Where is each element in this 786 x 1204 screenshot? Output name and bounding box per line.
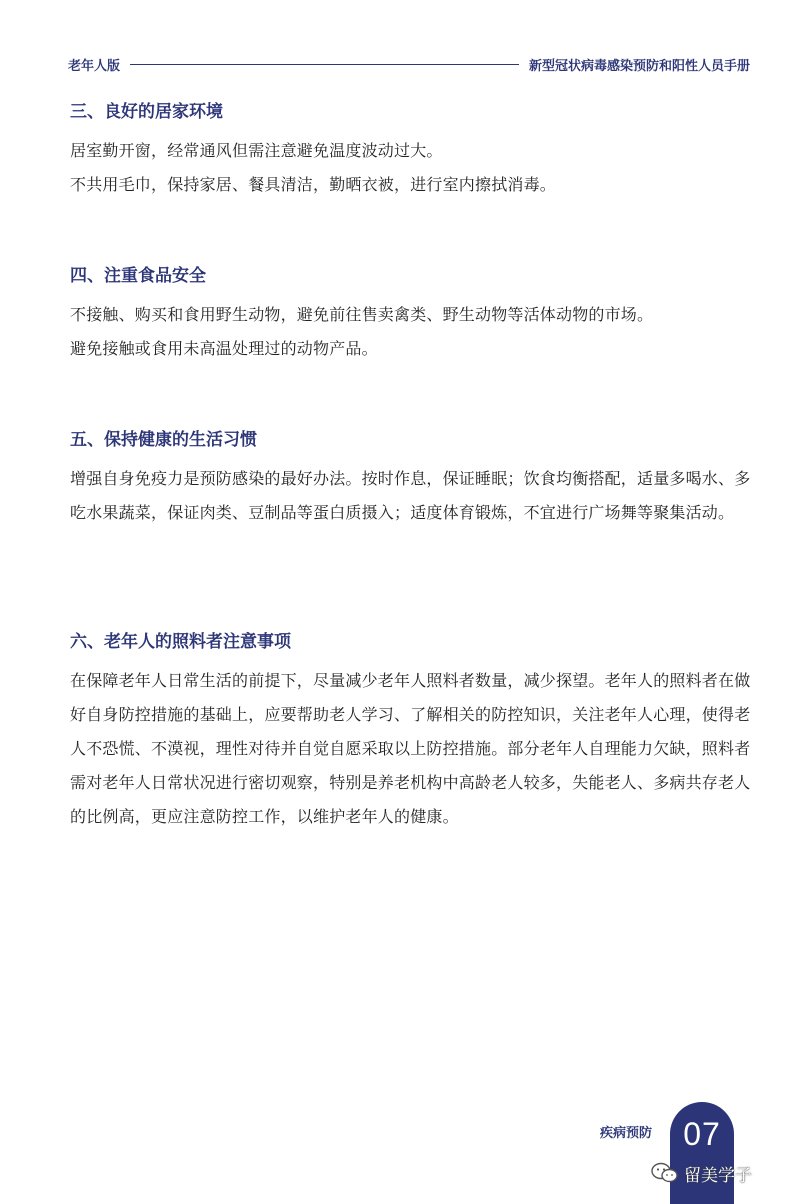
wechat-icon xyxy=(650,1161,680,1185)
section-title: 六、老年人的照料者注意事项 xyxy=(70,632,291,652)
footer-category-label: 疾病预防 xyxy=(600,1126,653,1141)
section-title: 五、保持健康的生活习惯 xyxy=(70,430,257,450)
page-number-tab xyxy=(670,1102,734,1204)
section-food-safety xyxy=(70,264,760,366)
handbook-title: 新型冠状病毒感染预防和阳性人员手册 xyxy=(528,58,750,74)
paragraph: 居室勤开窗，经常通风但需注意避免温度波动过大。 xyxy=(70,141,443,160)
section-title: 四、注重食品安全 xyxy=(70,266,206,286)
page-number: 07 xyxy=(683,1116,721,1152)
watermark xyxy=(650,1158,752,1188)
section-caregiver-notes xyxy=(70,630,760,834)
section-healthy-habits xyxy=(70,428,760,530)
edition-label: 老年人版 xyxy=(68,58,121,74)
paragraph: 避免接触或食用未高温处理过的动物产品。 xyxy=(70,339,378,358)
header-divider xyxy=(130,64,519,65)
section-home-environment xyxy=(70,100,760,202)
paragraph: 不共用毛巾，保持家居、餐具清洁，勤晒衣被，进行室内擦拭消毒。 xyxy=(70,175,557,194)
paragraph: 在保障老年人日常生活的前提下，尽量减少老年人照料者数量，减少探望。老年人的照料者在做好自身防控措施的基础上，应要帮助老人学习、了解相关的防控知识，关注老年人心理，使得老人不恐慌、不漠视，理性对待并自觉自愿采取以上防控措施。部分老年人自理能力欠缺，照料者需对老年人日常状况进行密切观察，特别是养老机构中高龄老人较多，失能老人、多病共存老人的比例高，更应注意防控工作，以维护老年人的健康。 xyxy=(70,671,751,826)
paragraph: 不接触、购买和食用野生动物，避免前往售卖禽类、野生动物等活体动物的市场。 xyxy=(70,305,654,324)
page-header xyxy=(68,52,750,76)
watermark-text: 留美学子 xyxy=(684,1165,752,1186)
section-title: 三、良好的居家环境 xyxy=(70,102,223,122)
paragraph: 增强自身免疫力是预防感染的最好办法。按时作息，保证睡眠；饮食均衡搭配，适量多喝水、多吃水果蔬菜，保证肉类、豆制品等蛋白质摄入；适度体育锻炼，不宜进行广场舞等聚集活动。 xyxy=(70,469,751,522)
